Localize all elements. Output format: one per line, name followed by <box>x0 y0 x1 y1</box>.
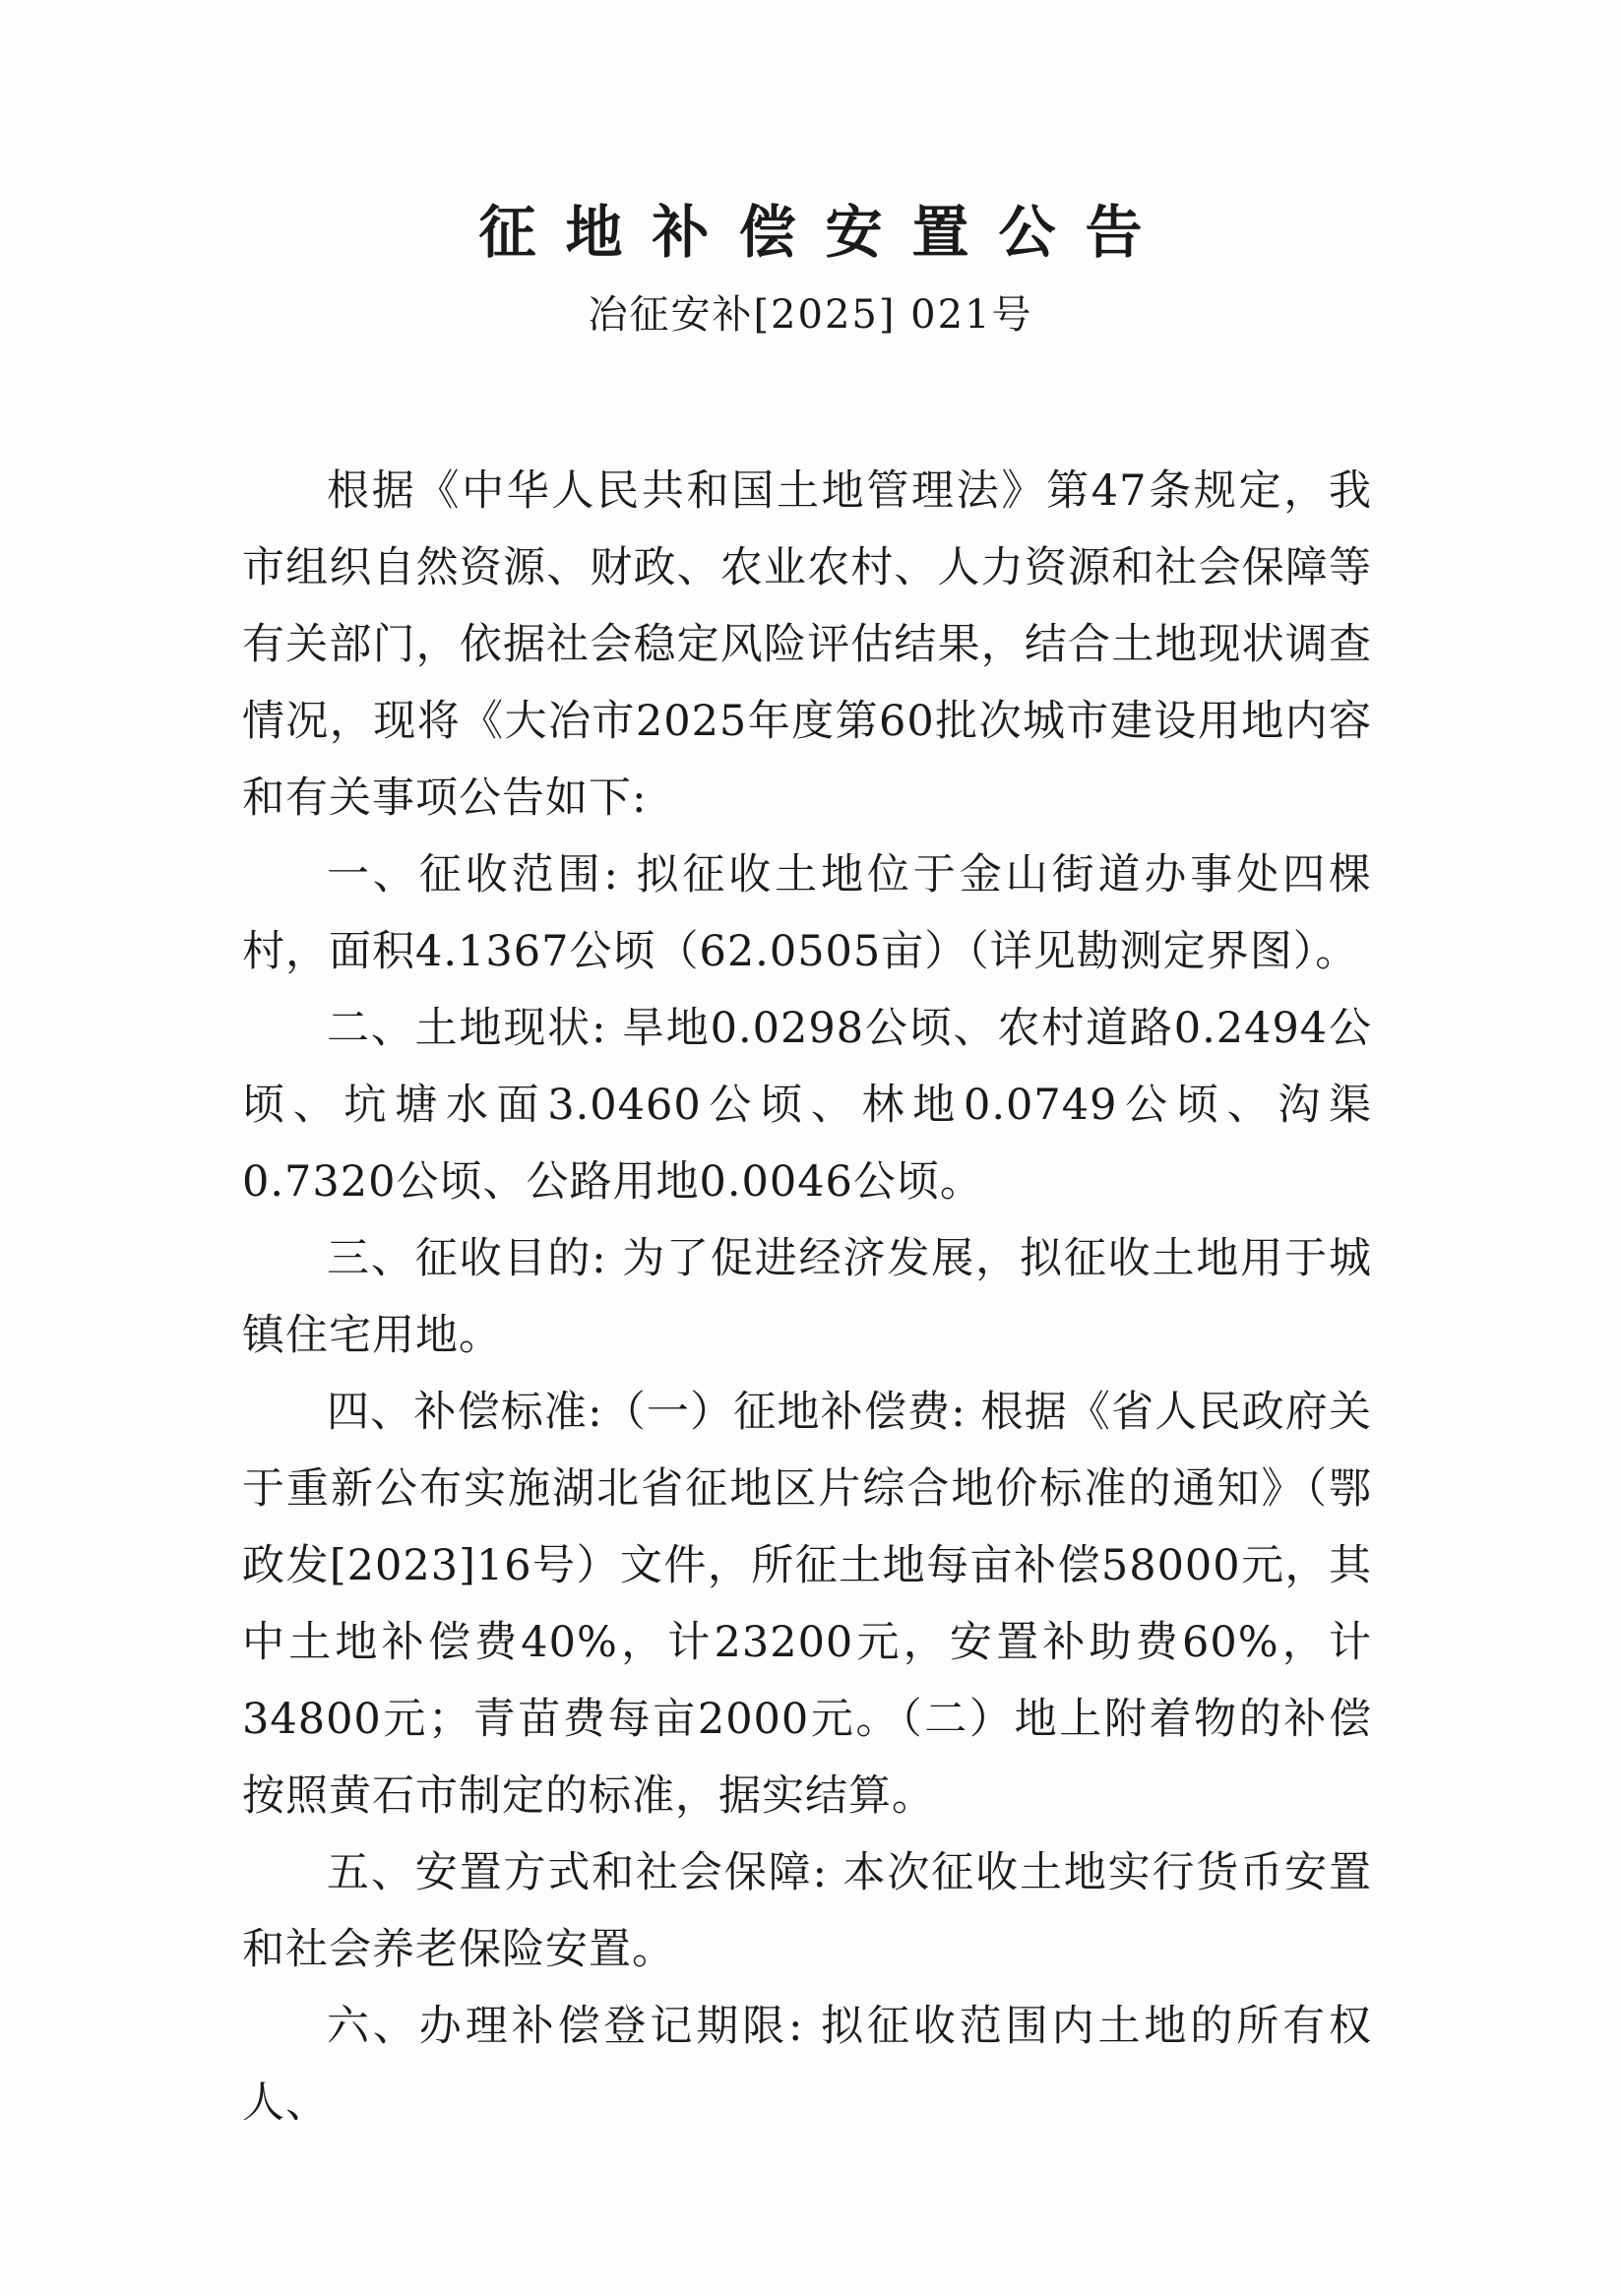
paragraph-compensation: 四、补偿标准:（一）征地补偿费: 根据《省人民政府关于重新公布实施湖北省征地区片综合地价标准的通知》（鄂政发[2023]16号）文件，所征土地每亩补偿58000元，其中土地补偿费40%，计23200元，安置补助费60%，计34800元；青苗费每亩2000元。（二）地上附着物的补偿按照黄石市制定的标准，据实结算。 <box>242 1388 1372 1821</box>
document-title: 征地补偿安置公告 <box>478 199 1172 266</box>
document-body <box>242 453 1372 2141</box>
paragraph-purpose: 三、征收目的: 为了促进经济发展，拟征收土地用于城镇住宅用地。 <box>242 1234 1372 1360</box>
paragraph-intro: 根据《中华人民共和国土地管理法》第47条规定，我市组织自然资源、财政、农业农村、人力资源和社会保障等有关部门，依据社会稳定风险评估结果，结合土地现状调查情况，现将《大冶市2025年度第60批次城市建设用地内容和有关事项公告如下: <box>242 466 1372 823</box>
paragraph-scope: 一、征收范围: 拟征收土地位于金山街道办事处四棵村，面积4.1367公顷（62.0505亩）（详见勘测定界图）。 <box>242 850 1372 976</box>
paragraph-land-status: 二、土地现状: 旱地0.0298公顷、农村道路0.2494公顷、坑塘水面3.0460公顷、林地0.0749公顷、沟渠0.7320公顷、公路用地0.0046公顷。 <box>242 1004 1372 1207</box>
document-number: 冶征安补[2025] 021号 <box>588 292 1033 338</box>
paragraph-registration: 六、办理补偿登记期限: 拟征收范围内土地的所有权人、 <box>242 2002 1372 2128</box>
paragraph-resettlement: 五、安置方式和社会保障: 本次征收土地实行货币安置和社会养老保险安置。 <box>242 1848 1372 1974</box>
